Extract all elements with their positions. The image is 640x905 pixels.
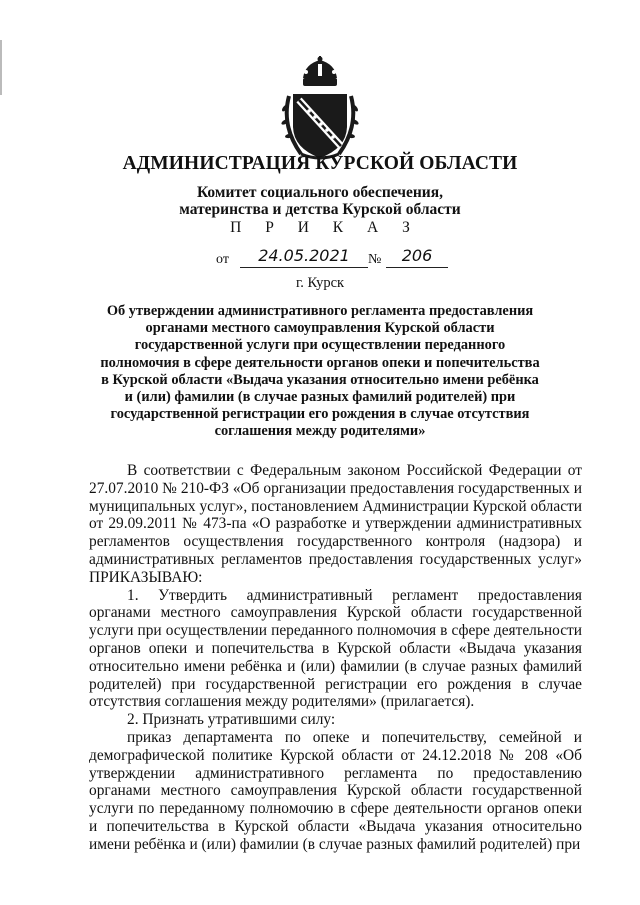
order-date: 24.05.2021: [240, 245, 368, 268]
document-type: П Р И К А З: [230, 219, 420, 236]
order-subject: Об утверждении административного регламента предоставления органами местного самоуправления Курской области государственной услуги при осуществлении переданного полномочия в сфере деятельности органов опеки и попечительства в Курской области «Выдача указания относительно имени ребёнка и (или) фамилии (в случае разных фамилий родителей) при государственной регистрации его рождения в случае отсутствия соглашения между родителями»: [100, 303, 540, 440]
committee-name-line1: Комитет социального обеспечения,: [196, 184, 444, 201]
coat-of-arms-icon: [279, 56, 361, 162]
number-prefix: №: [368, 252, 382, 267]
item-2-text-paragraph: приказ департамента по опеке и попечительству, семейной и демографической политике Курской области от 24.12.2018 № 208 «Об утверждении административного регламента по предоставлению органами местного самоуправления Курской области государственной услуги по переданному полномочию в сфере деятельности органов опеки и попечительства в Курской области «Выдача указания относительно имени ребёнка и (или) фамилии (в случае разных фамилий родителей) при: [89, 728, 582, 853]
committee-name-line2: материнства и детства Курской области: [179, 201, 461, 218]
city: г. Курск: [295, 275, 345, 291]
item-2-paragraph: 2. Признать утратившими силу:: [127, 711, 336, 729]
date-number-line: [216, 245, 466, 269]
item-1-paragraph: 1. Утвердить административный регламент предоставления органами местного самоуправления Курской области государственной услуги при осуществлении переданного полномочия в сфере деятельности органов опеки и попечительства в Курской области «Выдача указания относительно имени ребёнка и (или) фамилии (в случае разных фамилий родителей) при государственной регистрации его рождения в случае отсутствия соглашения между родителями» (прилагается).: [89, 586, 582, 711]
order-body: [89, 462, 582, 854]
date-prefix: от: [216, 252, 229, 267]
preamble-paragraph: В соответствии с Федеральным законом Российской Федерации от 27.07.2010 № 210-ФЗ «Об организации предоставления государственных и муниципальных услуг», постановлением Администрации Курской области от 29.09.2011 № 473-па «О разработке и утверждении административных регламентов осуществления государственного контроля (надзора) и административных регламентов предоставления государственных услуг» ПРИКАЗЫВАЮ:: [89, 462, 582, 586]
scan-edge-mark: [0, 40, 2, 95]
organization-title: АДМИНИСТРАЦИЯ КУРСКОЙ ОБЛАСТИ: [122, 153, 518, 174]
order-number: 206: [386, 245, 448, 268]
